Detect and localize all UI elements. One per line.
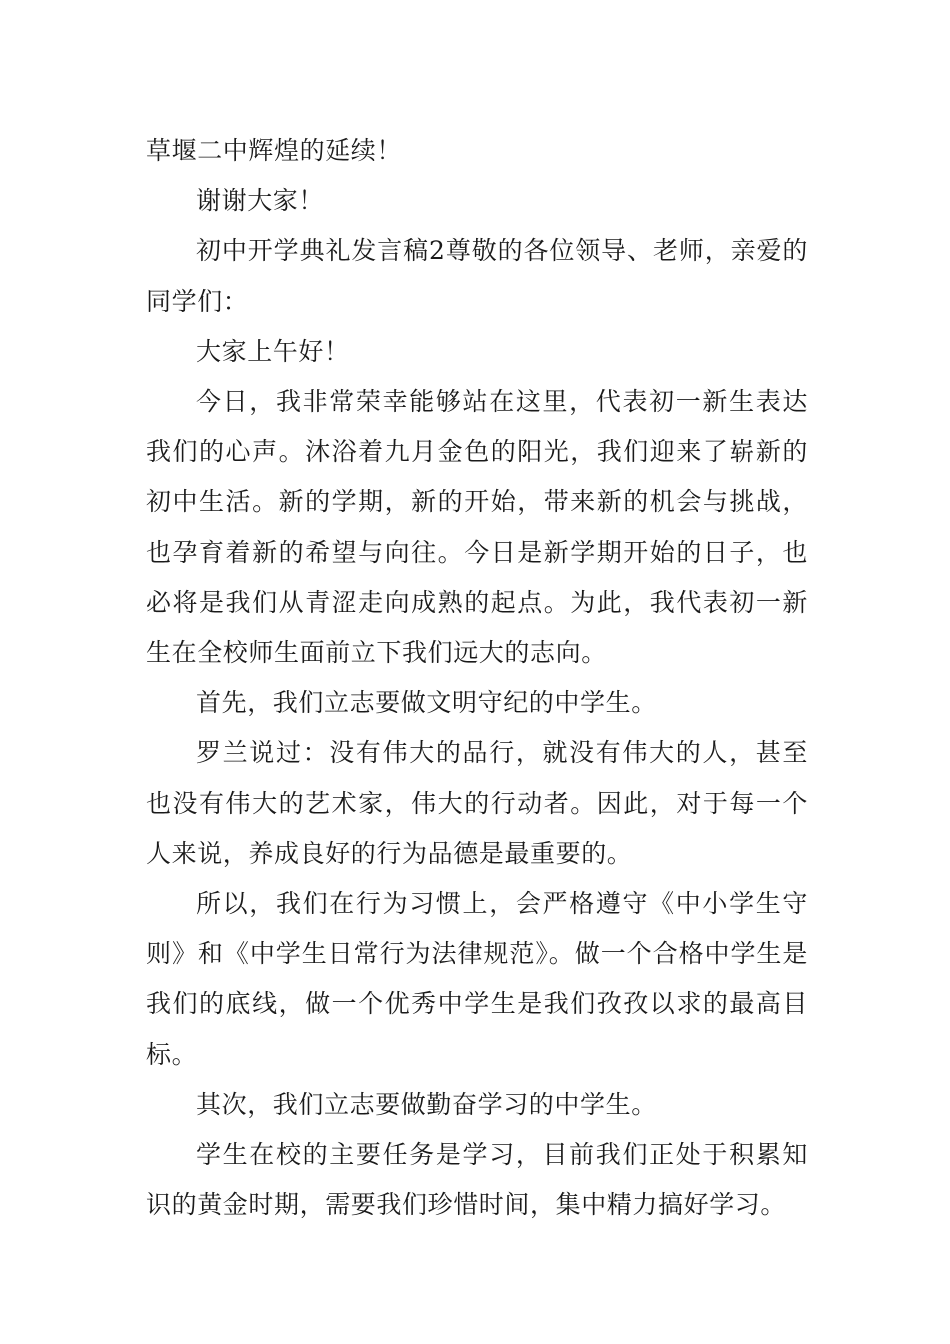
paragraph-speech-heading: 初中开学典礼发言稿2尊敬的各位领导、老师，亲爱的同学们： [146,236,808,316]
document-page [146,126,808,1230]
paragraph-introduction: 今日，我非常荣幸能够站在这里，代表初一新生表达我们的心声。沐浴着九月金色的阳光，我们迎来了崭新的初中生活。新的学期，新的开始，带来新的机会与挑战，也孕育着新的希望与向往。今日是新学期开始的日子，也必将是我们从青涩走向成熟的起点。为此，我代表初一新生在全校师生面前立下我们远大的志向。 [146,387,808,668]
paragraph-continuation: 草堰二中辉煌的延续！ [146,136,403,165]
paragraph-rules: 所以，我们在行为习惯上，会严格遵守《中小学生守则》和《中学生日常行为法律规范》。做一个合格中学生是我们的底线，做一个优秀中学生是我们孜孜以求的最高目标。 [146,889,808,1069]
paragraph-study: 学生在校的主要任务是学习，目前我们正处于积累知识的黄金时期，需要我们珍惜时间，集中精力搞好学习。 [146,1140,808,1220]
paragraph-first-goal: 首先，我们立志要做文明守纪的中学生。 [196,688,657,718]
paragraph-second-goal: 其次，我们立志要做勤奋学习的中学生。 [196,1089,657,1119]
paragraph-thanks: 谢谢大家！ [196,186,325,216]
paragraph-greeting: 大家上午好！ [196,336,350,366]
paragraph-quote: 罗兰说过：没有伟大的品行，就没有伟大的人，甚至也没有伟大的艺术家，伟大的行动者。因此，对于每一个人来说，养成良好的行为品德是最重要的。 [146,738,808,868]
